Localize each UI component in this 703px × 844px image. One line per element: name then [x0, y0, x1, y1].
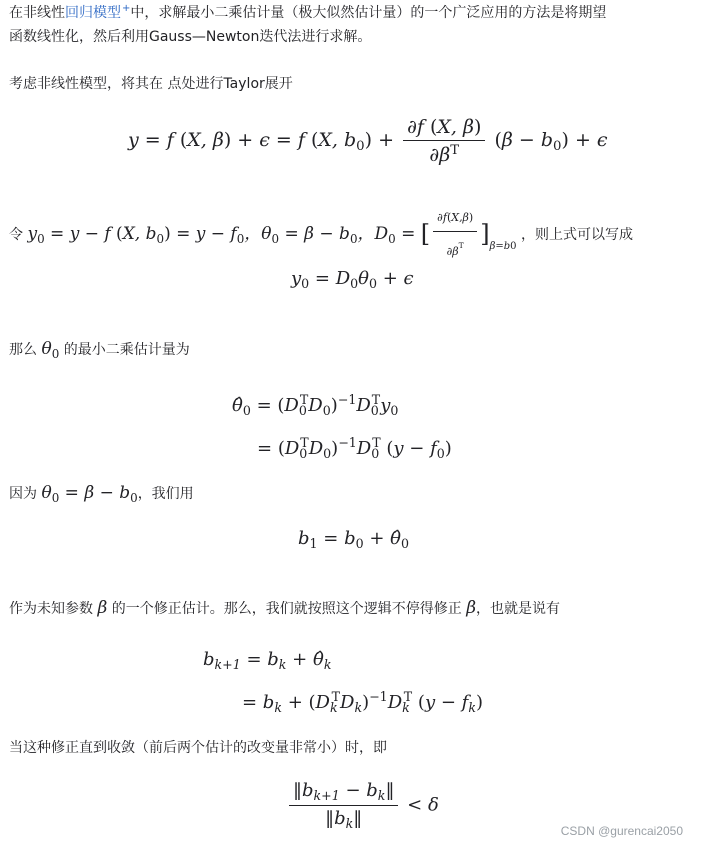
correction-text: 作为未知参数 β 的一个修正估计。那么，我们就按照这个逻辑不停得修正 β，也就是说有 — [9, 598, 561, 618]
intro-rest: 中，求解最小二乘估计量（极大似然估计量）的一个广泛应用的方法是将期望 — [130, 5, 607, 21]
intro-paragraph-line1 — [9, 2, 606, 26]
because-line: 因为 $\theta_0 = \beta - b_0$，我们用 — [9, 483, 194, 505]
taylor-expansion-equation: y = f (X, β) + ϵ = f (X, $b_0$) + $\frac{\partial f (X, \beta)}{\partial\beta^T}$ $(\beta - b_0) + \epsilon$ — [128, 116, 608, 166]
linear-model-equation: $y_0 = D_0\theta_0 + \epsilon$ — [291, 268, 414, 291]
taylor-intro-text: 考虑非线性模型，将其在 点处进行Taylor展开 — [9, 76, 293, 92]
let-word: 令 — [9, 227, 23, 243]
ls-estimator-intro: 那么 $\theta_0$ 的最小二乘估计量为 — [9, 339, 190, 361]
substitution-line: 令 $y_0 = y - f$ (X, $b_0) = y - f_0$，$\theta_0 = \beta - b_0$，$D_0$ = [ $\frac{\partial f(X,\beta)}{\partial\beta^T}$ ]$_{\beta=b0}$ ，则上式可以写成 — [9, 206, 633, 263]
theta-hat-equation: $\thetâ_0 = (D_0^TD_0)^{-1}D_0^Ty_0$ = $(D_0^TD_0)^{-1}D_0^T$ $(y - f_0)$ — [232, 392, 452, 461]
b1-update-equation: $b_1 = b_0$ + $\thetâ_0$ — [298, 528, 410, 551]
rewrite-text: ，则上式可以写成 — [520, 227, 633, 243]
regression-model-link[interactable]: 回归模型 — [65, 5, 121, 21]
intro-prefix: 在非线性 — [9, 5, 65, 21]
csdn-watermark: CSDN @gurencai2050 — [560, 824, 683, 838]
convergence-text: 当这种修正直到收敛（前后两个估计的改变量非常小）时，即 — [9, 740, 387, 756]
link-star-icon: + — [122, 3, 131, 14]
convergence-criterion-equation: $\frac{‖b_{k+1} - b_k‖}{‖b_k‖}$ < δ — [286, 780, 439, 831]
bk-iteration-equation: $b_{k+1} = b_k$ + $\thetâ_k$ = $b_k + (D_k^TD_k)^{-1}D_k^T$ $(y - f_k)$ — [203, 649, 483, 715]
intro-paragraph-line2: 函数线性化，然后利用Gauss—Newton迭代法进行求解。 — [9, 29, 372, 45]
